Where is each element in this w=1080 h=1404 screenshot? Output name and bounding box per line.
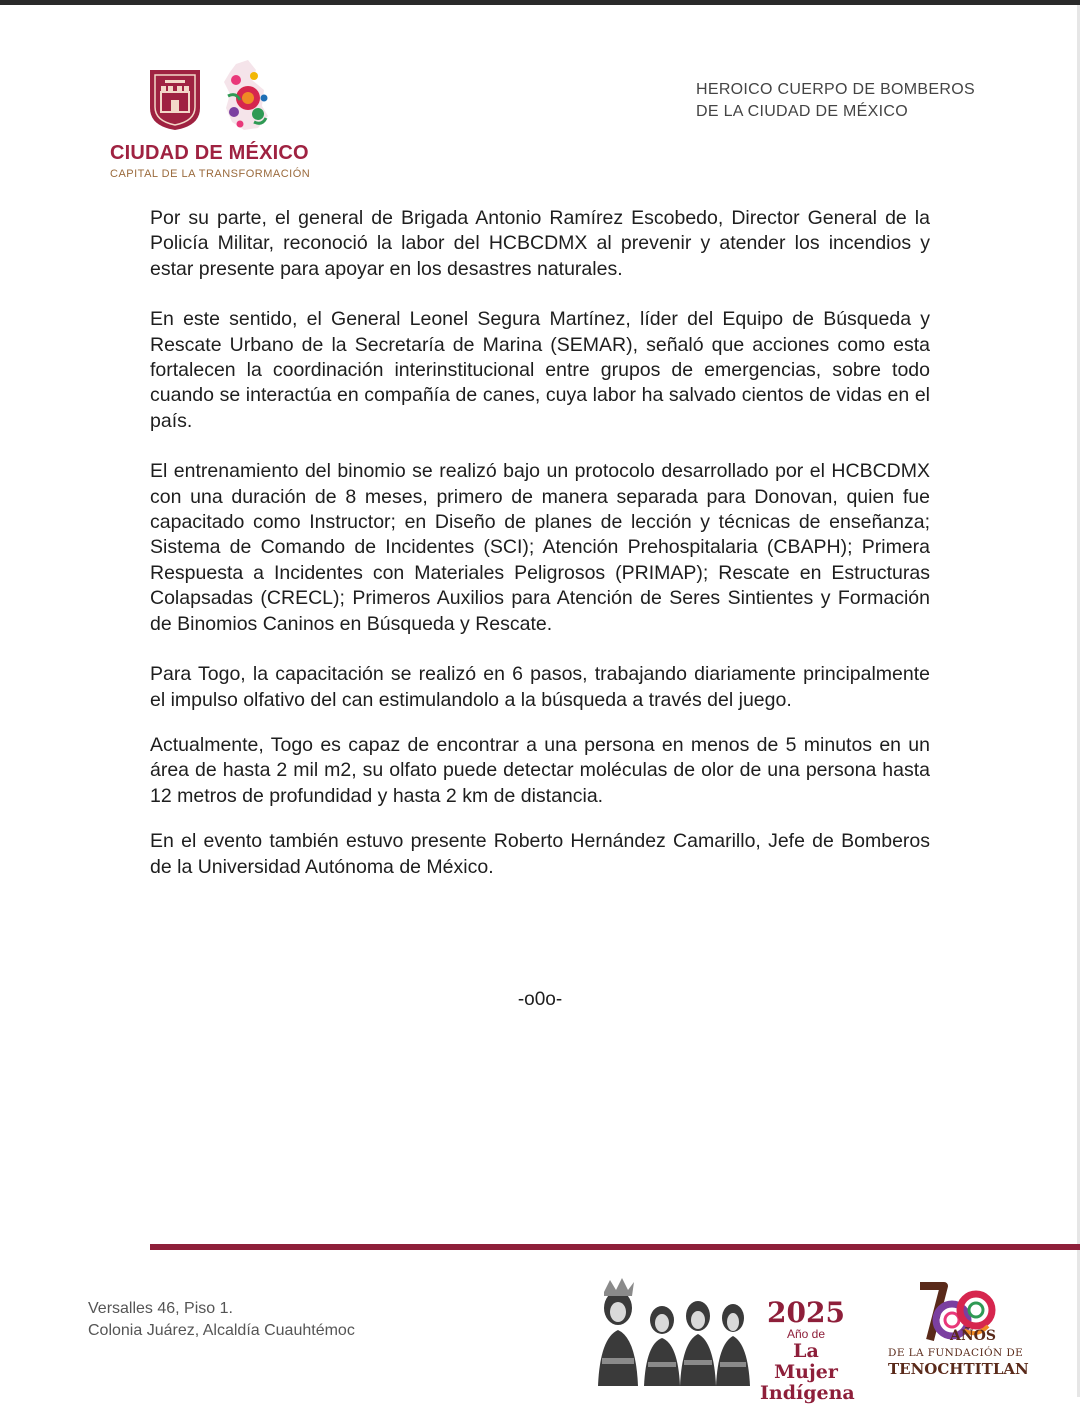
anniversary-label: AÑOS <box>950 1328 996 1344</box>
address <box>88 1298 355 1342</box>
coat-of-arms-icon <box>108 56 313 142</box>
top-border <box>0 0 1080 5</box>
year-title-line-2: Indígena <box>760 1382 855 1404</box>
year-subtitle: Año de <box>786 1327 826 1341</box>
org-line-2: DE LA CIUDAD DE MÉXICO <box>696 103 908 120</box>
tenochtitlan-700-logo <box>880 1280 1040 1392</box>
year-number: 2025 <box>767 1296 845 1329</box>
footer-divider <box>150 1244 1080 1250</box>
address-line-1: Versalles 46, Piso 1. <box>88 1300 233 1317</box>
logo-name: CIUDAD DE MÉXICO <box>110 142 309 164</box>
paragraph: En el evento también estuvo presente Roberto Hernández Camarillo, Jefe de Bomberos de la Universidad Autónoma de México. <box>150 830 930 878</box>
paragraph: En este sentido, el General Leonel Segura Martínez, líder del Equipo de Búsqueda y Rescate Urbano de la Secretaría de Marina (SEMAR), señaló que acciones como esta fortalecen la coordinación interinstitucional entre grupos de emergencias, sobre todo cuando se interactúa en compañía de canes, cuya labor ha salvado cientos de vidas en el país. <box>150 308 930 432</box>
paragraph: El entrenamiento del binomio se realizó bajo un protocolo desarrollado por el HCBCDMX con una duración de 8 meses, primero de manera separada para Donovan, quien fue capacitado como Instructor; en Diseño de planes de lección y técnicas de enseñanza; Sistema de Comando de Incidentes (SCI); Atención Prehospitalaria (CBAPH); Primera Respuesta a Incidentes con Materiales Peligrosos (PRIMAP); Rescate en Estructuras Colapsadas (CRECL); Primeros Auxilios para Atención de Seres Sintientes y Formación de Binomios Caninos en Búsqueda y Rescate. <box>150 460 930 635</box>
anniversary-line-1: DE LA FUNDACIÓN DE <box>888 1347 1024 1359</box>
document-body <box>150 206 930 880</box>
org-line-1: HEROICO CUERPO DE BOMBEROS <box>696 81 975 98</box>
logo-subtitle: CAPITAL DE LA TRANSFORMACIÓN <box>110 168 311 180</box>
indigenous-women-illustration <box>588 1278 758 1388</box>
closing-mark: -o0o- <box>517 989 563 1010</box>
paragraph: Para Togo, la capacitación se realizó en 6 pasos, trabajando diariamente principalmente el impulso olfativo del can estimulandolo a la búsqueda a través del juego. <box>150 663 930 711</box>
anniversary-line-2: TENOCHTITLAN <box>888 1360 1029 1378</box>
cdmx-logo <box>108 56 313 186</box>
organization-header <box>696 79 975 123</box>
paragraph: Por su parte, el general de Brigada Antonio Ramírez Escobedo, Director General de la Policía Militar, reconoció la labor del HCBCDMX al prevenir y atender los incendios y estar presente para apoyar en los desastres naturales. <box>150 207 930 280</box>
year-title-line-1: La Mujer <box>774 1340 838 1383</box>
address-line-2: Colonia Juárez, Alcaldía Cuauhtémoc <box>88 1322 355 1339</box>
year-of-indigenous-woman <box>760 1296 855 1404</box>
paragraph: Actualmente, Togo es capaz de encontrar a una persona en menos de 5 minutos en un área de hasta 2 mil m2, su olfato puede detectar moléculas de olor de una persona hasta 12 metros de profundidad y hasta 2 km de distancia. <box>150 733 930 807</box>
